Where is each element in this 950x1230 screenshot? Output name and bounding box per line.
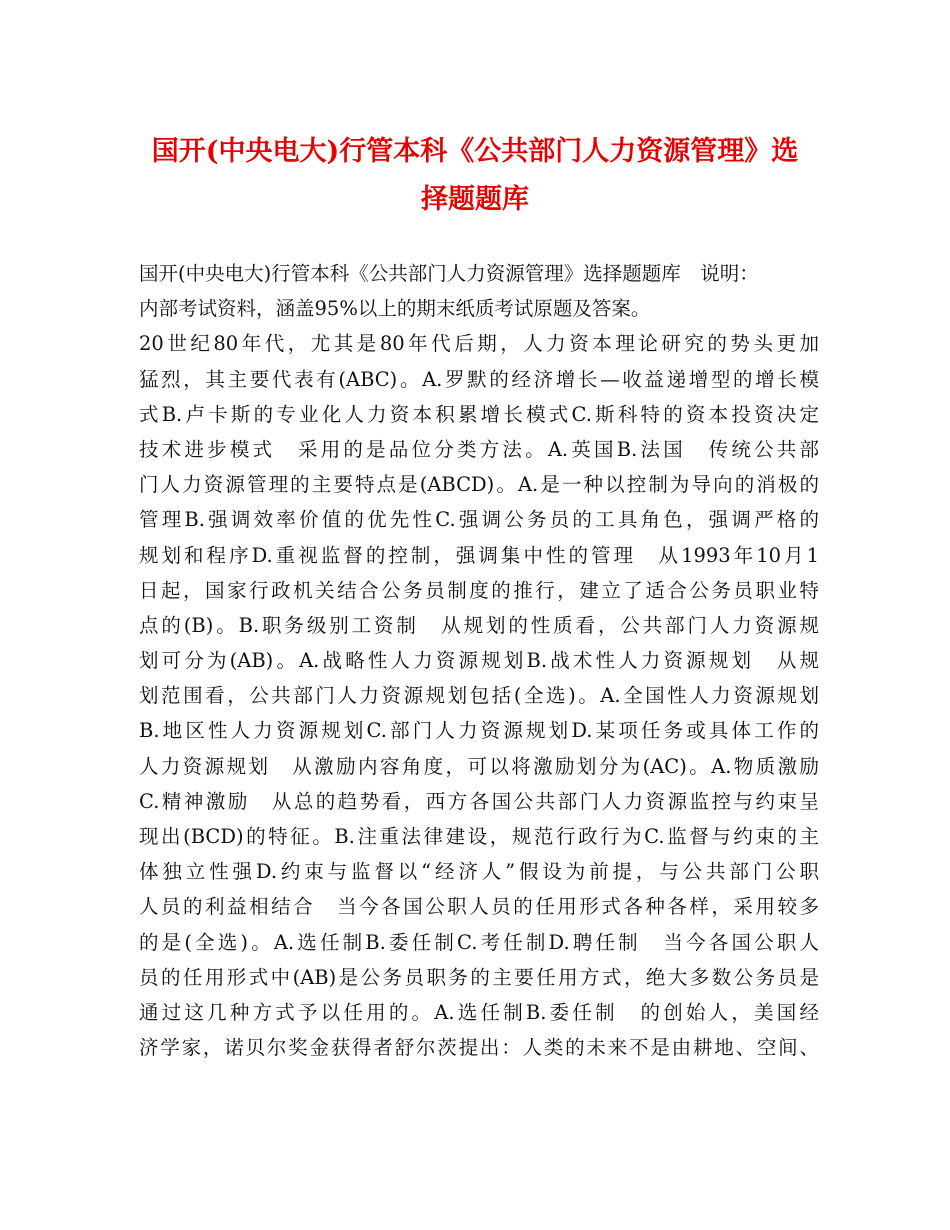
document-title [120,128,830,224]
document-body [139,256,819,1065]
body-line: 划范围看，公共部门人力资源规划包括(全选)。A.全国性人力资源规划 [139,684,819,708]
body-line: B.地区性人力资源规划C.部门人力资源规划D.某项任务或具体工作的 [139,719,819,743]
body-line: C.精神激励 从总的趋势看，西方各国公共部门人力资源监控与约束呈 [139,789,819,813]
body-line: 现出(BCD)的特征。B.注重法律建设，规范行政行为C.监督与约束的主 [139,825,819,848]
body-line: 国开(中央电大)行管本科《公共部门人力资源管理》选择题题库 说明： [139,262,759,285]
title-line-2: 择题题库 [421,184,529,215]
body-line: 人员的利益相结合 当今各国公职人员的任用形式各种各样，采用较多 [139,895,819,919]
body-line: 人力资源规划 从激励内容角度，可以将激励划分为(AC)。A.物质激励 [139,754,819,778]
title-line-1: 国开(中央电大)行管本科《公共部门人力资源管理》选 [151,136,799,167]
body-line: 门人力资源管理的主要特点是(ABCD)。A.是一种以控制为导向的消极的 [139,473,819,497]
body-line: 管理B.强调效率价值的优先性C.强调公务员的工具角色，强调严格的 [139,508,819,532]
body-line: 规划和程序D.重视监督的控制，强调集中性的管理 从1993年10月1 [139,543,819,567]
body-line: 济学家，诺贝尔奖金获得者舒尔茨提出：人类的未来不是由耕地、空间、 [139,1036,819,1060]
body-line: 员的任用形式中(AB)是公务员职务的主要任用方式，绝大多数公务员是 [139,965,819,989]
body-line: 20世纪80年代，尤其是80年代后期，人力资本理论研究的势头更加 [139,332,819,356]
body-line: 的是(全选)。A.选任制B.委任制C.考任制D.聘任制 当今各国公职人 [139,930,819,954]
body-line: 猛烈，其主要代表有(ABC)。A.罗默的经济增长—收益递增型的增长模 [139,367,819,391]
body-line: 内部考试资料，涵盖95%以上的期末纸质考试原题及答案。 [139,297,651,321]
body-line: 通过这几种方式予以任用的。A.选任制B.委任制 的创始人，美国经 [139,1000,819,1024]
body-line: 日起，国家行政机关结合公务员制度的推行，建立了适合公务员职业特 [139,578,819,602]
body-line: 体独立性强D.约束与监督以“经济人”假设为前提，与公共部门公职 [139,860,819,884]
body-line: 点的(B)。B.职务级别工资制 从规划的性质看，公共部门人力资源规 [139,613,819,637]
body-line: 式B.卢卡斯的专业化人力资本积累增长模式C.斯科特的资本投资决定 [139,402,819,426]
body-line: 划可分为(AB)。A.战略性人力资源规划B.战术性人力资源规划 从规 [139,649,819,673]
body-line: 技术进步模式 采用的是品位分类方法。A.英国B.法国 传统公共部 [139,437,819,461]
